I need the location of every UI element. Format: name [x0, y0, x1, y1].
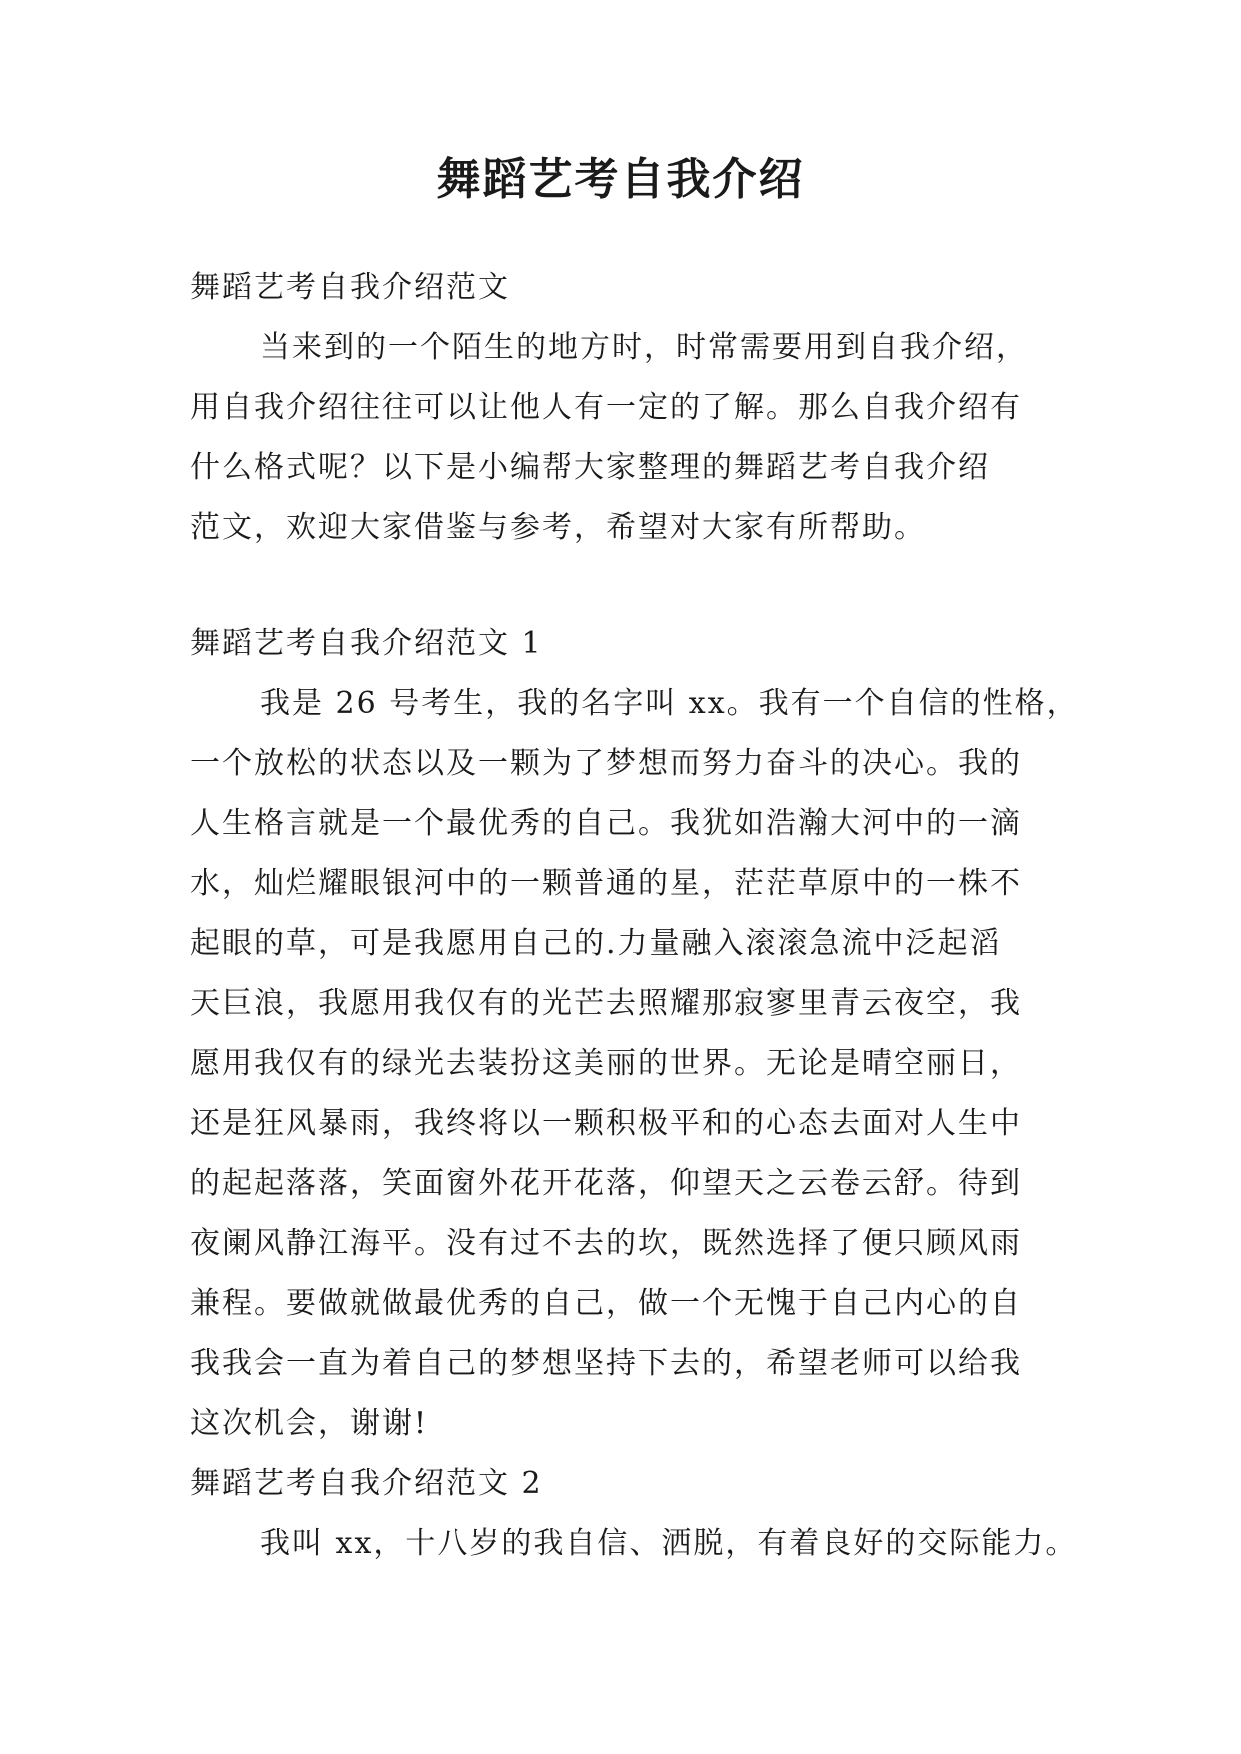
document-body: [190, 258, 1079, 1574]
paragraph-line: 范文，欢迎大家借鉴与参考，希望对大家有所帮助。: [190, 510, 926, 545]
paragraph-line: 什么格式呢？以下是小编帮大家整理的舞蹈艺考自我介绍: [190, 450, 990, 485]
paragraph-line: 水，灿烂耀眼银河中的一颗普通的星，茫茫草原中的一株不: [190, 866, 1022, 901]
paragraph-line: 的起起落落，笑面窗外花开花落，仰望天之云卷云舒。待到: [190, 1166, 1022, 1201]
paragraph-line: 用自我介绍往往可以让他人有一定的了解。那么自我介绍有: [190, 390, 1022, 425]
paragraph-line: 还是狂风暴雨，我终将以一颗积极平和的心态去面对人生中: [190, 1106, 1022, 1141]
section-heading-2: 舞蹈艺考自我介绍范文 2: [190, 1466, 543, 1501]
paragraph-line: 这次机会，谢谢!: [190, 1406, 429, 1441]
paragraph-line: 天巨浪，我愿用我仅有的光芒去照耀那寂寥里青云夜空，我: [190, 986, 1022, 1021]
paragraph-line: 我是 26 号考生，我的名字叫 xx。我有一个自信的性格，: [260, 686, 1079, 721]
section-heading-intro: 舞蹈艺考自我介绍范文: [190, 270, 510, 305]
paragraph-line: 起眼的草，可是我愿用自己的.力量融入滚滚急流中泛起滔: [190, 926, 1002, 961]
paragraph-line: 我叫 xx，十八岁的我自信、洒脱，有着良好的交际能力。: [260, 1526, 1078, 1561]
paragraph-line: 夜阑风静江海平。没有过不去的坎，既然选择了便只顾风雨: [190, 1226, 1022, 1261]
paragraph-spacer: [190, 558, 1060, 614]
paragraph-line: 我我会一直为着自己的梦想坚持下去的，希望老师可以给我: [190, 1346, 1022, 1381]
paragraph-line: 兼程。要做就做最优秀的自己，做一个无愧于自己内心的自: [190, 1286, 1022, 1321]
section-heading-1: 舞蹈艺考自我介绍范文 1: [190, 626, 543, 661]
paragraph-line: 当来到的一个陌生的地方时，时常需要用到自我介绍，: [260, 330, 1028, 365]
paragraph-line: 一个放松的状态以及一颗为了梦想而努力奋斗的决心。我的: [190, 746, 1022, 781]
paragraph-line: 愿用我仅有的绿光去装扮这美丽的世界。无论是晴空丽日，: [190, 1046, 1022, 1081]
document-title: 舞蹈艺考自我介绍: [436, 154, 805, 205]
paragraph-line: 人生格言就是一个最优秀的自己。我犹如浩瀚大河中的一滴: [190, 806, 1022, 841]
